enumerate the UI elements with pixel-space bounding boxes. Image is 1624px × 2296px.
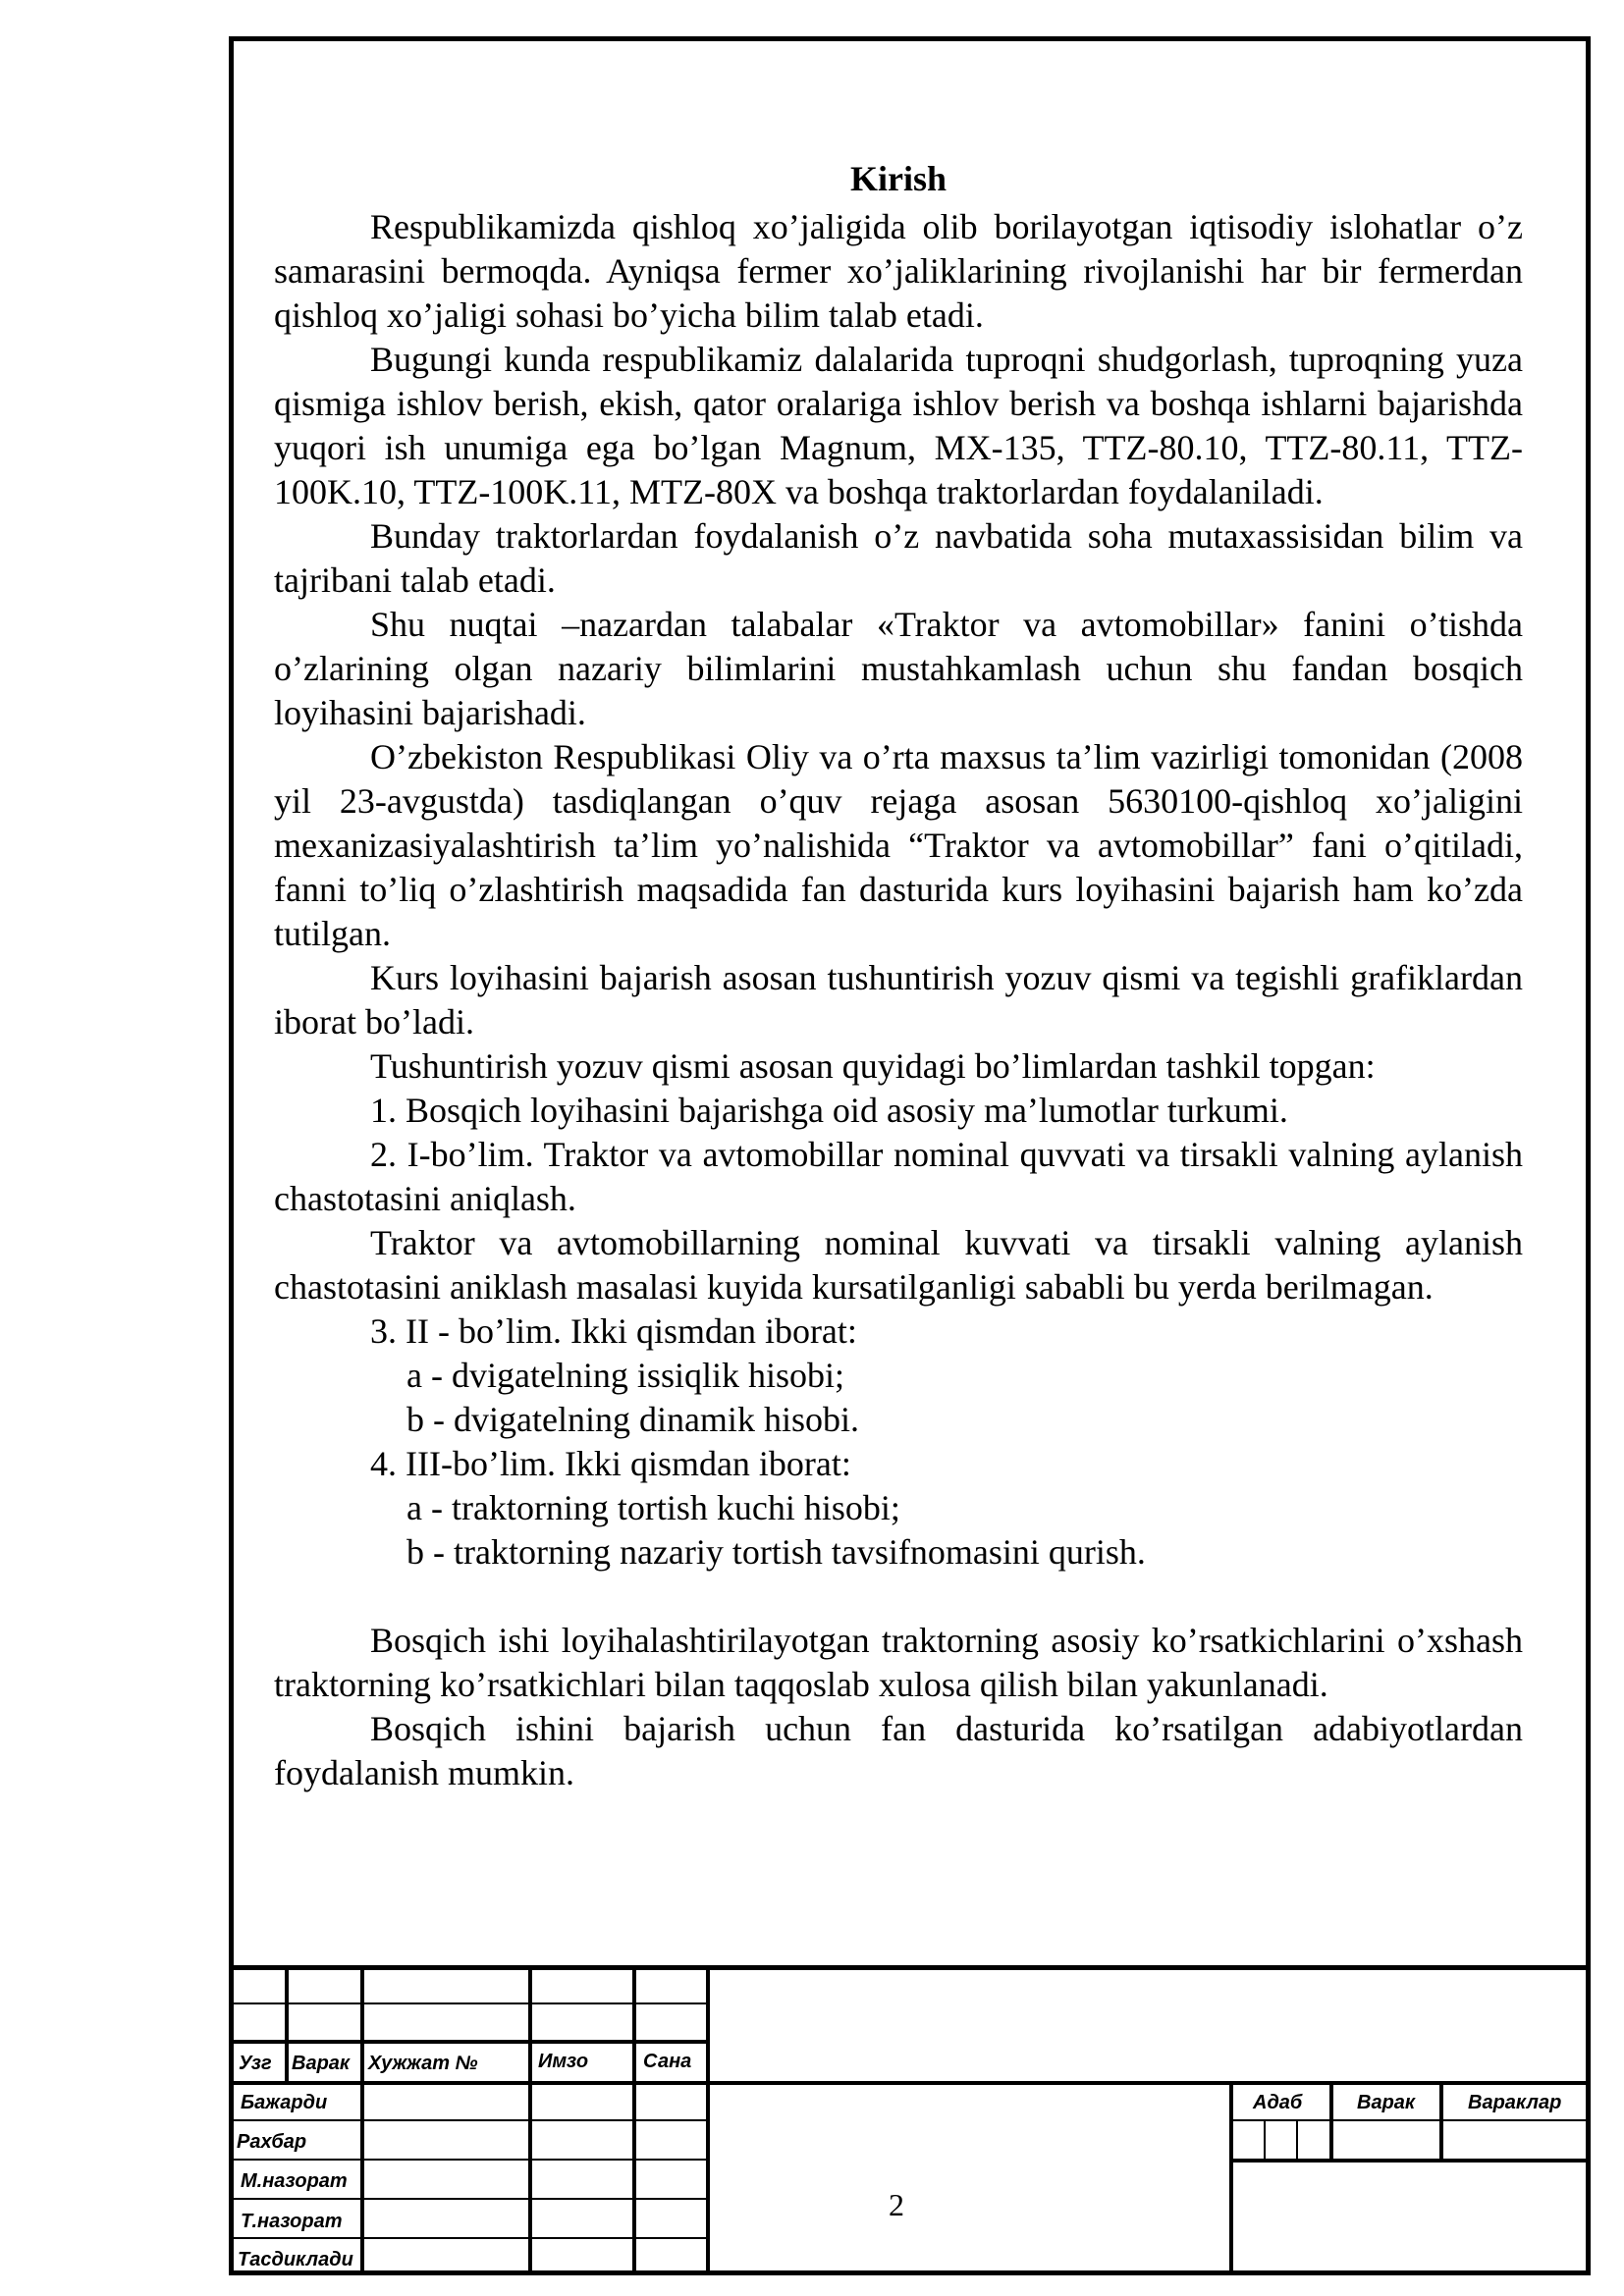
- col-label-lit: Адаб: [1253, 2092, 1303, 2113]
- row-label-m-control: М.назорат: [241, 2170, 348, 2192]
- stamp-line: [285, 1967, 289, 2082]
- stamp-line: [632, 1967, 636, 2273]
- sub-list-item: a - dvigatelning issiqlik hisobi;: [406, 1356, 844, 1395]
- row-label-approved: Тасдиклади: [238, 2249, 353, 2270]
- section-heading: Kirish: [849, 159, 947, 198]
- col-label-date: Сана: [643, 2051, 692, 2072]
- page-number: 2: [889, 2187, 904, 2222]
- list-item: 4. III-bo’lim. Ikki qismdan iborat:: [370, 1444, 851, 1483]
- paragraph: Kurs loyihasini bajarish asosan tushuntirish yozuv qismi va tegishli grafiklardan iborat bo’ladi.: [274, 958, 1523, 1041]
- paragraph: Bosqich ishi loyihalashtirilayotgan traktorning asosiy ko’rsatkichlarini o’xshash traktorning ko’rsatkichlari bilan taqqoslab xulosa qilish bilan yakunlanadi.: [274, 1621, 1523, 1704]
- document-body: [274, 157, 1523, 1795]
- stamp-line: [1229, 2081, 1233, 2273]
- stamp-line: [706, 2081, 1589, 2085]
- list-item: 1. Bosqich loyihasini bajarishga oid asosiy ma’lumotlar turkumi.: [370, 1091, 1288, 1130]
- sub-list-item: b - dvigatelning dinamik hisobi.: [406, 1400, 859, 1439]
- sub-list-item: b - traktorning nazariy tortish tavsifnomasini qurish.: [406, 1532, 1146, 1572]
- paragraph: Bugungi kunda respublikamiz dalalarida tuproqni shudgorlash, tuproqning yuza qismiga ishlov berish, ekish, qator oralariga ishlov berish va boshqa ishlarni bajarishda yuqori ish unumiga ega bo’lgan Magnum, MX-135, TTZ-80.10, TTZ-80.11, TTZ-100K.10, TTZ-100K.11, MTZ-80X va boshqa traktorlardan foydalaniladi.: [274, 340, 1523, 511]
- paragraph: Traktor va avtomobillarning nominal kuvvati va tirsakli valning aylanish chastotasini aniklash masalasi kuyida kursatilganligi sababli bu yerda berilmagan.: [274, 1223, 1523, 1307]
- row-label-supervisor: Рахбар: [237, 2131, 307, 2153]
- col-label-change: Узг: [239, 2053, 272, 2074]
- paragraph: O’zbekiston Respublikasi Oliy va o’rta maxsus ta’lim vazirligi tomonidan (2008 yil 23-avgustda) tasdiqlangan o’quv rejaga asosan 5630100-qishloq xo’jaligini mexanizasiyalashtirish ta’lim yo’nalishida “Traktor va avtomobillar” fani o’qitiladi, fanni to’liq o’zlashtirish maqsadida fan dasturida kurs loyihasini bajarish ham ko’zda tutilgan.: [274, 737, 1523, 953]
- stamp-line: [1296, 2120, 1298, 2160]
- stamp-line: [528, 1967, 532, 2273]
- row-label-t-control: Т.назорат: [241, 2211, 343, 2232]
- col-label-sheet-right: Варак: [1357, 2092, 1416, 2113]
- list-item: 2. I-bo’lim. Traktor va avtomobillar nominal quvvati va tirsakli valning aylanish chastotasini aniqlash.: [274, 1135, 1523, 1218]
- row-label-performed: Бажарди: [241, 2092, 328, 2113]
- col-label-sheet: Варак: [292, 2053, 351, 2074]
- col-label-signature: Имзо: [538, 2051, 589, 2072]
- col-label-document-no: Хужжат №: [368, 2053, 478, 2074]
- paragraph: Bunday traktorlardan foydalanish o’z navbatida soha mutaxassisidan bilim va tajribani talab etadi.: [274, 516, 1523, 600]
- paragraph: Shu nuqtai –nazardan talabalar «Traktor va avtomobillar» fanini o’tishda o’zlarining olgan nazariy bilimlarini mustahkamlash uchun shu fandan bosqich loyihasini bajarishadi.: [274, 605, 1523, 732]
- paragraph: Bosqich ishini bajarish uchun fan dasturida ko’rsatilgan adabiyotlardan foydalanish mumkin.: [274, 1709, 1523, 1792]
- stamp-line: [706, 1967, 710, 2273]
- list-item: 3. II - bo’lim. Ikki qismdan iborat:: [370, 1311, 857, 1351]
- stamp-line: [1264, 2120, 1266, 2160]
- stamp-line: [1231, 2119, 1589, 2121]
- paragraph: Tushuntirish yozuv qismi asosan quyidagi bo’limlardan tashkil topgan:: [370, 1046, 1376, 1086]
- blank-line: [274, 1575, 1523, 1619]
- sub-list-item: a - traktorning tortish kuchi hisobi;: [406, 1488, 900, 1527]
- stamp-line: [1329, 2081, 1333, 2160]
- stamp-line: [1231, 2159, 1589, 2163]
- paragraph: Respublikamizda qishloq xo’jaligida olib borilayotgan iqtisodiy islohatlar o’z samarasini bermoqda. Ayniqsa fermer xo’jaliklarining rivojlanishi har bir fermerdan qishloq xo’jaligi sohasi bo’yicha bilim talab etadi.: [274, 207, 1523, 335]
- stamp-line: [360, 1967, 364, 2273]
- stamp-line: [1439, 2081, 1443, 2160]
- col-label-sheets: Вараклар: [1468, 2092, 1562, 2113]
